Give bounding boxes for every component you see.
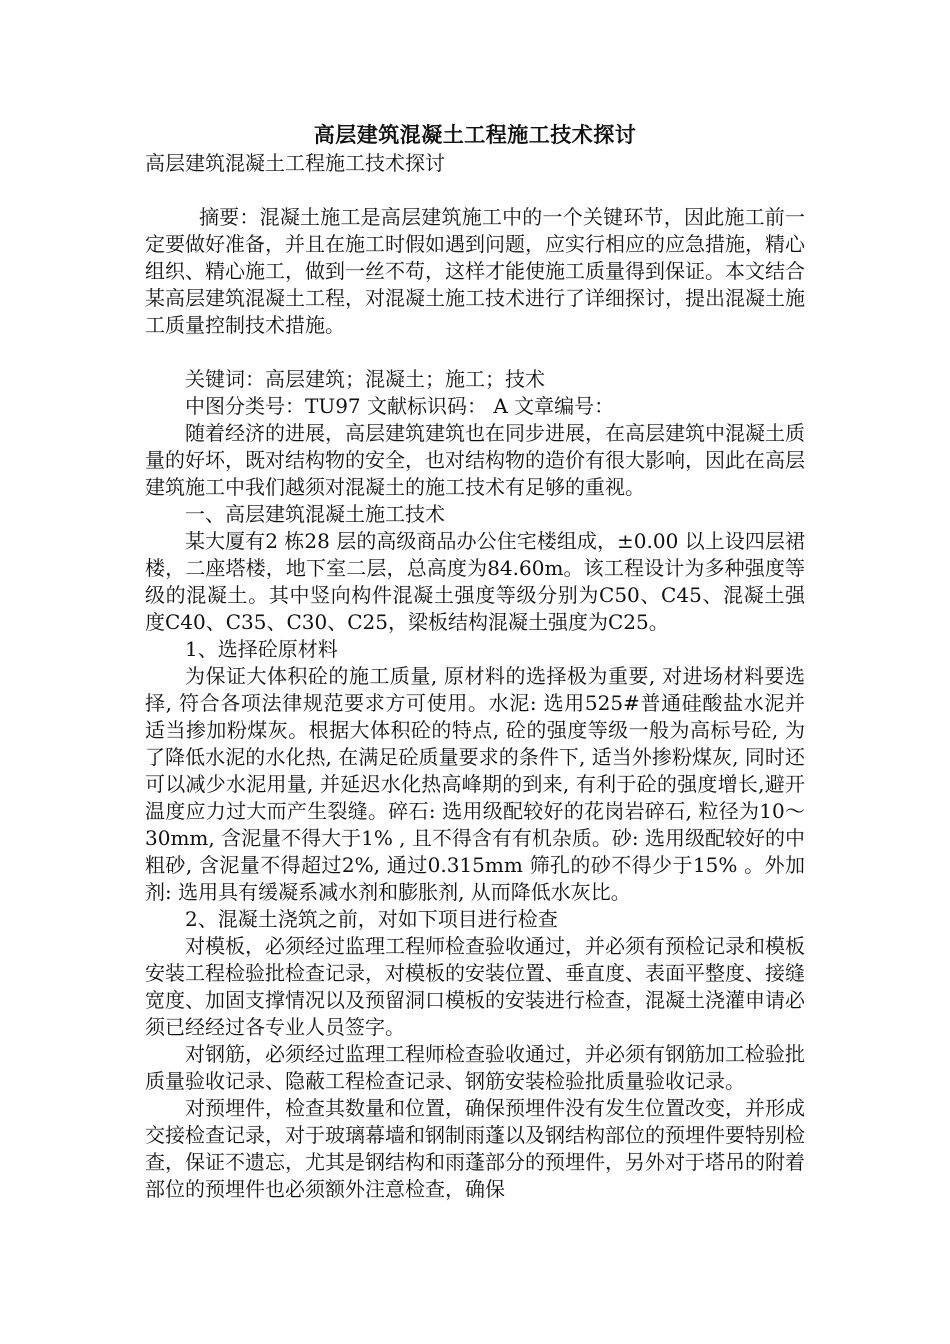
materials-paragraph: 为保证大体积砼的施工质量, 原材料的选择极为重要, 对进场材料要选择, 符合各项法律规范要求方可使用。水泥: 选用525#普通硅酸盐水泥并适当掺加粉煤灰。根据大体积砼的特点, 砼的强度等级一般为高标号砼, 为了降低水泥的水化热, 在满足砼质量要求的条件下, 适当外掺粉煤灰, 同时还可以减少水泥用量, 并延迟水化热高峰期的到来, 有利于砼的强度增长,避开温度应力过大而产生裂缝。碎石: 选用级配较好的花岗岩碎石, 粒径为10～30mm, 含泥量不得大于1% , 且不得含有有机杂质。砂: 选用级配较好的中粗砂, 含泥量不得超过2%, 通过0.315mm 筛孔的砂不得少于15% 。外加剂: 选用具有缓凝系减水剂和膨胀剂, 从而降低水灰比。 bbox=[145, 664, 805, 904]
abstract-paragraph: 摘要：混凝土施工是高层建筑施工中的一个关键环节，因此施工前一定要做好准备，并且在施工时假如遇到问题，应实行相应的应急措施，精心组织、精心施工，做到一丝不苟，这样才能使施工质量得到保证。本文结合某高层建筑混凝土工程，对混凝土施工技术进行了详细探讨，提出混凝土施工质量控制技术措施。 bbox=[145, 205, 805, 337]
classification-line: 中图分类号：TU97 文献标识码： A 文章编号： bbox=[185, 394, 615, 418]
formwork-paragraph: 对模板，必须经过监理工程师检查验收通过，并必须有预检记录和模板安装工程检验批检查记录，对模板的安装位置、垂直度、表面平整度、接缝宽度、加固支撑情况以及预留洞口模板的安装进行检查，混凝土浇灌申请必须已经经过各专业人员签字。 bbox=[145, 934, 805, 1039]
rebar-paragraph: 对钢筋，必须经过监理工程师检查验收通过，并必须有钢筋加工检验批质量验收记录、隐蔽工程检查记录、钢筋安装检验批质量验收记录。 bbox=[145, 1042, 805, 1093]
spacer bbox=[145, 339, 805, 366]
keywords-line: 关键词：高层建筑；混凝土；施工；技术 bbox=[185, 367, 545, 391]
document-title: 高层建筑混凝土工程施工技术探讨 bbox=[313, 122, 637, 147]
project-paragraph: 某大厦有2 栋28 层的高级商品办公住宅楼组成，±0.00 以上设四层裙楼，二座塔楼，地下室二层，总高度为84.60m。该工程设计为多种强度等级的混凝土。其中竖向构件混凝土强度等级分别为C50、C45、混凝土强度C40、C35、C30、C25，梁板结构混凝土强度为C25。 bbox=[145, 529, 805, 634]
intro-paragraph: 随着经济的进展，高层建筑建筑也在同步进展，在高层建筑中混凝土质量的好坏，既对结构物的安全，也对结构物的造价有很大影响，因此在高层建筑施工中我们越须对混凝土的施工技术有足够的重视。 bbox=[145, 421, 805, 499]
spacer bbox=[145, 177, 805, 204]
subsection-heading: 1、选择砼原材料 bbox=[185, 637, 338, 661]
section-heading: 一、高层建筑混凝土施工技术 bbox=[185, 502, 445, 526]
document-subtitle: 高层建筑混凝土工程施工技术探讨 bbox=[145, 151, 445, 175]
document-page bbox=[145, 120, 805, 1203]
embedded-parts-paragraph: 对预埋件，检查其数量和位置，确保预埋件没有发生位置改变，并形成交接检查记录，对于玻璃幕墙和钢制雨蓬以及钢结构部位的预埋件要特别检查，保证不遗忘，尤其是钢结构和雨蓬部分的预埋件，另外对于塔吊的附着部位的预埋件也必须额外注意检查，确保 bbox=[145, 1096, 805, 1201]
subsection-heading: 2、混凝土浇筑之前，对如下项目进行检查 bbox=[185, 907, 558, 931]
